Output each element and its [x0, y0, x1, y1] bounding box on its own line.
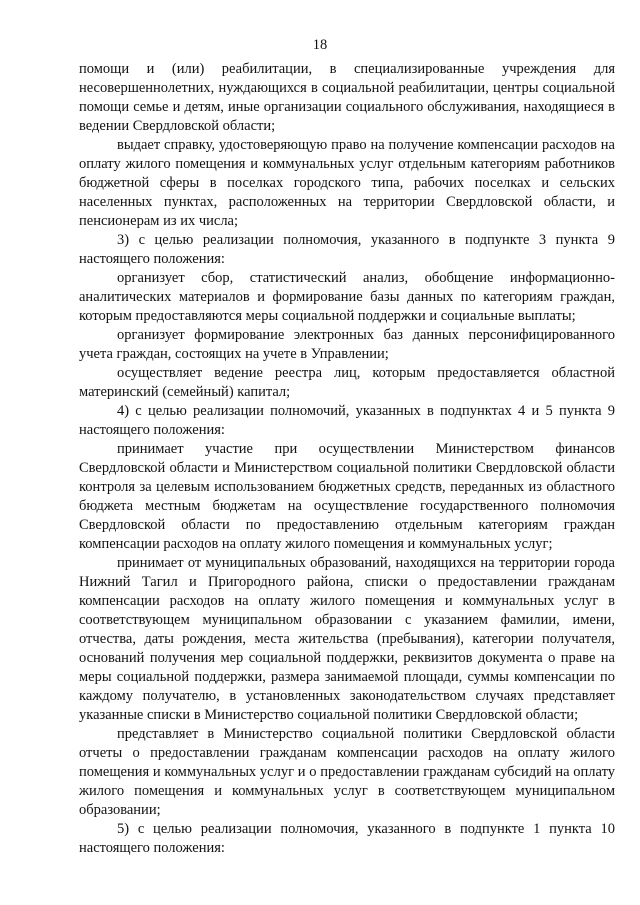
paragraph-maternity-capital-registry: осуществляет ведение реестра лиц, которым предоставляется областной материнский (семейный) капитал;: [79, 365, 615, 400]
paragraph-item-4: 4) с целью реализации полномочий, указанных в подпунктах 4 и 5 пункта 9 настоящего положения:: [79, 403, 615, 438]
document-body: [79, 60, 615, 858]
paragraph-statistical-analysis: организует сбор, статистический анализ, обобщение информационно-аналитических материалов и формирование базы данных по категориям граждан, которым предоставляются меры социальной поддержки и социальные выплаты;: [79, 270, 615, 324]
paragraph-municipal-lists: принимает от муниципальных образований, находящихся на территории города Нижний Тагил и Пригородного района, списки о предоставлении гражданам компенсации расходов на оплату жилого помещения и коммунальных услуг в соответствующем муниципальном образовании с указанием фамилии, имени, отчества, даты рождения, места жительства (пребывания), категории получателя, оснований получения мер социальной поддержки, реквизитов документа о праве на меры социальной поддержки, размера занимаемой площади, суммы компенсации по каждому получателю, в установленных законодательством случаях представляет указанные списки в Министерство социальной политики Свердловской области;: [79, 555, 615, 723]
page-number: 18: [312, 37, 328, 53]
paragraph-budget-control: принимает участие при осуществлении Министерством финансов Свердловской области и Министерством социальной политики Свердловской области контроля за целевым использованием бюджетных средств, переданных из областного бюджета местным бюджетам на осуществление государственного полномочия Свердловской области по предоставлению отдельным категориям граждан компенсации расходов на оплату жилого помещения и коммунальных услуг;: [79, 441, 615, 552]
paragraph-issues-certificate: выдает справку, удостоверяющую право на получение компенсации расходов на оплату жилого помещения и коммунальных услуг отдельным категориям работников бюджетной сферы в поселках городского типа, рабочих поселках и сельских населенных пунктах, расположенных на территории Свердловской области, и пенсионерам из их числа;: [79, 137, 615, 229]
paragraph-reports: представляет в Министерство социальной политики Свердловской области отчеты о предоставлении гражданам компенсации расходов на оплату жилого помещения и коммунальных услуг и о предоставлении гражданам субсидий на оплату жилого помещения и коммунальных услуг в соответствующем муниципальном образовании;: [79, 726, 615, 818]
paragraph-continuation: помощи и (или) реабилитации, в специализированные учреждения для несовершеннолетних, нуждающихся в социальной реабилитации, центры социальной помощи семье и детям, иные организации социального обслуживания, находящиеся в ведении Свердловской области;: [79, 61, 615, 134]
paragraph-item-3: 3) с целью реализации полномочия, указанного в подпункте 3 пункта 9 настоящего положения:: [79, 232, 615, 267]
paragraph-electronic-databases: организует формирование электронных баз данных персонифицированного учета граждан, состоящих на учете в Управлении;: [79, 327, 615, 362]
paragraph-item-5: 5) с целью реализации полномочия, указанного в подпункте 1 пункта 10 настоящего положения:: [79, 821, 615, 856]
